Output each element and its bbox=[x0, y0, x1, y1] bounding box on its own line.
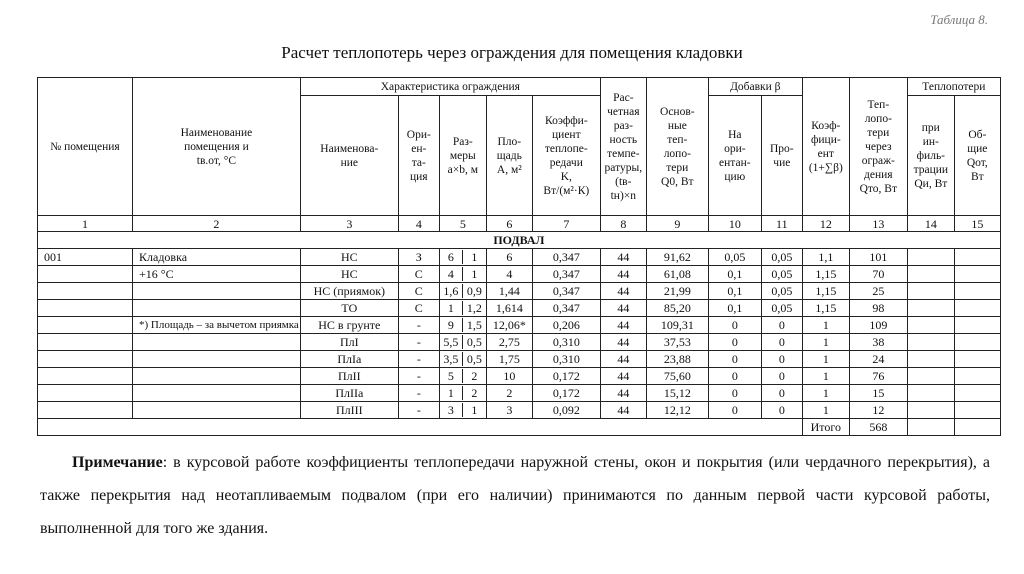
cell-infiltration-losses bbox=[907, 283, 954, 300]
cell-dimensions bbox=[439, 266, 486, 283]
header-basic-losses: Основ- ные теп- лопо- тери Q0, Вт bbox=[646, 78, 708, 216]
cell-basic-losses: 75,60 bbox=[646, 368, 708, 385]
cell-enclosure-losses: 25 bbox=[849, 283, 907, 300]
column-number: 7 bbox=[532, 216, 600, 232]
table-row bbox=[38, 249, 1001, 266]
dimension-b: 1 bbox=[471, 267, 478, 281]
cell-total-losses bbox=[954, 402, 1000, 419]
cell-infiltration-losses bbox=[907, 351, 954, 368]
cell-infiltration-losses bbox=[907, 266, 954, 283]
cell-enclosure-name: ПлII bbox=[300, 368, 398, 385]
cell-area: 4 bbox=[486, 266, 532, 283]
cell-dimensions bbox=[439, 351, 486, 368]
column-number-row bbox=[38, 216, 1001, 232]
dimension-b: 0,5 bbox=[466, 352, 482, 366]
cell-orientation: - bbox=[398, 351, 439, 368]
dimension-a: 1 bbox=[440, 301, 463, 315]
cell-heat-coef: 0,310 bbox=[532, 334, 600, 351]
cell-infiltration-losses bbox=[907, 300, 954, 317]
cell-dimensions bbox=[439, 283, 486, 300]
cell-enclosure-name: НС bbox=[300, 266, 398, 283]
cell-room-name bbox=[133, 283, 301, 300]
cell-add-other: 0 bbox=[761, 334, 802, 351]
cell-dimensions bbox=[439, 334, 486, 351]
cell-total-losses bbox=[954, 266, 1000, 283]
dimension-b: 0,9 bbox=[466, 284, 482, 298]
note-label: Примечание bbox=[72, 454, 163, 471]
header-enclosure-losses: Теп- лопо- тери через ограж- дения Qто, Вт bbox=[849, 78, 907, 216]
header-orientation: Ори- ен- та- ция bbox=[398, 96, 439, 216]
cell-infiltration-losses bbox=[907, 249, 954, 266]
table-row bbox=[38, 385, 1001, 402]
dimension-b: 1 bbox=[471, 250, 478, 264]
cell-add-orientation: 0,1 bbox=[708, 300, 761, 317]
cell-basic-losses: 91,62 bbox=[646, 249, 708, 266]
total-label: Итого bbox=[802, 419, 849, 436]
dimension-a: 4 bbox=[440, 267, 463, 281]
cell-area: 12,06* bbox=[486, 317, 532, 334]
cell-heat-coef: 0,310 bbox=[532, 351, 600, 368]
cell-basic-losses: 15,12 bbox=[646, 385, 708, 402]
cell-heat-coef: 0,347 bbox=[532, 249, 600, 266]
cell-temp-diff: 44 bbox=[600, 334, 646, 351]
section-heading: ПОДВАЛ bbox=[38, 232, 1001, 249]
header-enclosure-name: Наименова- ние bbox=[300, 96, 398, 216]
cell-add-other: 0 bbox=[761, 351, 802, 368]
dimension-b: 1,5 bbox=[466, 318, 482, 332]
cell-infiltration-losses bbox=[907, 368, 954, 385]
total-row bbox=[38, 419, 1001, 436]
cell-room-name: Кладовка bbox=[133, 249, 301, 266]
cell-temp-diff: 44 bbox=[600, 385, 646, 402]
cell-room-number: 001 bbox=[38, 249, 133, 266]
cell-add-other: 0,05 bbox=[761, 249, 802, 266]
cell-add-other: 0 bbox=[761, 317, 802, 334]
cell-add-orientation: 0 bbox=[708, 402, 761, 419]
cell-add-orientation: 0,05 bbox=[708, 249, 761, 266]
cell-orientation: - bbox=[398, 385, 439, 402]
header-area: Пло- щадь A, м² bbox=[486, 96, 532, 216]
note-paragraph bbox=[40, 446, 990, 545]
dimension-b: 0,5 bbox=[466, 335, 482, 349]
cell-orientation: З bbox=[398, 249, 439, 266]
cell-room-name: +16 °С bbox=[133, 266, 301, 283]
header-enclosure-group: Характеристика ограждения bbox=[300, 78, 600, 96]
cell-area: 3 bbox=[486, 402, 532, 419]
cell-room-name bbox=[133, 402, 301, 419]
cell-enclosure-losses: 38 bbox=[849, 334, 907, 351]
cell-enclosure-name: ТО bbox=[300, 300, 398, 317]
cell-basic-losses: 37,53 bbox=[646, 334, 708, 351]
cell-area: 1,614 bbox=[486, 300, 532, 317]
cell-heat-coef: 0,172 bbox=[532, 385, 600, 402]
cell-total-losses bbox=[954, 300, 1000, 317]
cell-total-losses bbox=[954, 317, 1000, 334]
cell-room-number bbox=[38, 300, 133, 317]
cell-room-number bbox=[38, 317, 133, 334]
column-number: 3 bbox=[300, 216, 398, 232]
dimension-a: 3 bbox=[440, 403, 463, 417]
cell-enclosure-name: НС (приямок) bbox=[300, 283, 398, 300]
cell-total-losses bbox=[954, 351, 1000, 368]
cell-add-other: 0 bbox=[761, 402, 802, 419]
cell-enclosure-name: НС bbox=[300, 249, 398, 266]
table-row bbox=[38, 368, 1001, 385]
cell-total-losses bbox=[954, 385, 1000, 402]
cell-enclosure-losses: 101 bbox=[849, 249, 907, 266]
cell-orientation: - bbox=[398, 317, 439, 334]
cell-add-orientation: 0,1 bbox=[708, 283, 761, 300]
table-row bbox=[38, 283, 1001, 300]
header-dimensions: Раз- меры a×b, м bbox=[439, 96, 486, 216]
cell-orientation: - bbox=[398, 334, 439, 351]
cell-room-name bbox=[133, 300, 301, 317]
cell-dimensions bbox=[439, 368, 486, 385]
table-row bbox=[38, 266, 1001, 283]
cell-temp-diff: 44 bbox=[600, 351, 646, 368]
cell-k-coef: 1 bbox=[802, 334, 849, 351]
cell-heat-coef: 0,347 bbox=[532, 300, 600, 317]
cell-add-other: 0 bbox=[761, 368, 802, 385]
cell-basic-losses: 23,88 bbox=[646, 351, 708, 368]
column-number: 12 bbox=[802, 216, 849, 232]
cell-basic-losses: 61,08 bbox=[646, 266, 708, 283]
cell-basic-losses: 85,20 bbox=[646, 300, 708, 317]
cell-heat-coef: 0,172 bbox=[532, 368, 600, 385]
column-number: 8 bbox=[600, 216, 646, 232]
cell-temp-diff: 44 bbox=[600, 249, 646, 266]
cell-enclosure-losses: 98 bbox=[849, 300, 907, 317]
cell-k-coef: 1,15 bbox=[802, 266, 849, 283]
cell-enclosure-losses: 24 bbox=[849, 351, 907, 368]
column-number: 1 bbox=[38, 216, 133, 232]
cell-k-coef: 1 bbox=[802, 317, 849, 334]
cell-add-other: 0,05 bbox=[761, 300, 802, 317]
cell-infiltration-losses bbox=[907, 317, 954, 334]
cell-add-orientation: 0,1 bbox=[708, 266, 761, 283]
dimension-a: 1 bbox=[440, 386, 463, 400]
header-add-other: Про- чие bbox=[761, 96, 802, 216]
table-row bbox=[38, 317, 1001, 334]
cell-basic-losses: 21,99 bbox=[646, 283, 708, 300]
dimension-b: 1,2 bbox=[466, 301, 482, 315]
cell-orientation: С bbox=[398, 300, 439, 317]
dimension-b: 2 bbox=[471, 369, 478, 383]
table-body bbox=[38, 249, 1001, 419]
dimension-a: 3,5 bbox=[440, 352, 463, 366]
cell-add-other: 0,05 bbox=[761, 266, 802, 283]
cell-orientation: - bbox=[398, 368, 439, 385]
cell-dimensions bbox=[439, 402, 486, 419]
cell-add-other: 0 bbox=[761, 385, 802, 402]
note-text: : в курсовой работе коэффициенты теплопередачи наружной стены, окон и покрытия (или чердачного перекрытия), а также перекрытия над неотапливаемым подвалом (при его наличии) принимаются по данным первой части курсовой работы, выполненной для того же здания. bbox=[40, 454, 990, 537]
header-infiltration: при ин- филь- трации Qи, Вт bbox=[907, 96, 954, 216]
cell-temp-diff: 44 bbox=[600, 402, 646, 419]
cell-add-orientation: 0 bbox=[708, 351, 761, 368]
dimension-a: 1,6 bbox=[440, 284, 463, 298]
cell-total-losses bbox=[954, 249, 1000, 266]
cell-total-losses bbox=[954, 368, 1000, 385]
dimension-a: 5,5 bbox=[440, 335, 463, 349]
table-number-label: Таблица 8. bbox=[930, 12, 988, 27]
cell-basic-losses: 12,12 bbox=[646, 402, 708, 419]
cell-k-coef: 1,15 bbox=[802, 300, 849, 317]
cell-enclosure-losses: 15 bbox=[849, 385, 907, 402]
cell-area: 10 bbox=[486, 368, 532, 385]
cell-add-orientation: 0 bbox=[708, 368, 761, 385]
table-row bbox=[38, 334, 1001, 351]
cell-k-coef: 1 bbox=[802, 351, 849, 368]
dimension-a: 5 bbox=[440, 369, 463, 383]
cell-k-coef: 1 bbox=[802, 402, 849, 419]
cell-enclosure-name: ПлIа bbox=[300, 351, 398, 368]
column-number: 6 bbox=[486, 216, 532, 232]
header-room-name: Наименование помещения и tв.от, °С bbox=[133, 78, 301, 216]
cell-area: 1,44 bbox=[486, 283, 532, 300]
cell-room-number bbox=[38, 266, 133, 283]
column-number: 10 bbox=[708, 216, 761, 232]
cell-area: 2 bbox=[486, 385, 532, 402]
cell-orientation: С bbox=[398, 266, 439, 283]
heat-loss-table bbox=[37, 77, 1001, 436]
cell-room-name bbox=[133, 334, 301, 351]
dimension-b: 2 bbox=[471, 386, 478, 400]
cell-k-coef: 1 bbox=[802, 368, 849, 385]
cell-heat-coef: 0,206 bbox=[532, 317, 600, 334]
column-number: 2 bbox=[133, 216, 301, 232]
cell-enclosure-losses: 76 bbox=[849, 368, 907, 385]
cell-enclosure-name: ПлIIа bbox=[300, 385, 398, 402]
column-number: 4 bbox=[398, 216, 439, 232]
cell-heat-coef: 0,347 bbox=[532, 283, 600, 300]
cell-add-orientation: 0 bbox=[708, 317, 761, 334]
cell-add-other: 0,05 bbox=[761, 283, 802, 300]
header-room-no: № помещения bbox=[38, 78, 133, 216]
cell-basic-losses: 109,31 bbox=[646, 317, 708, 334]
cell-room-name: *) Площадь – за вычетом приямка bbox=[133, 317, 301, 334]
dimension-a: 6 bbox=[440, 250, 463, 264]
column-number: 13 bbox=[849, 216, 907, 232]
cell-enclosure-losses: 12 bbox=[849, 402, 907, 419]
header-additions-group: Добавки β bbox=[708, 78, 802, 96]
header-temp-diff: Рас- четная раз- ность темпе- ратуры, (tв- tн)×n bbox=[600, 78, 646, 216]
column-number: 11 bbox=[761, 216, 802, 232]
header-heat-coef: Коэффи- циент теплопе- редачи K, Вт/(м²·К) bbox=[532, 96, 600, 216]
cell-enclosure-losses: 70 bbox=[849, 266, 907, 283]
cell-orientation: - bbox=[398, 402, 439, 419]
cell-dimensions bbox=[439, 317, 486, 334]
cell-heat-coef: 0,347 bbox=[532, 266, 600, 283]
cell-total-losses bbox=[954, 334, 1000, 351]
dimension-b: 1 bbox=[471, 403, 478, 417]
cell-temp-diff: 44 bbox=[600, 317, 646, 334]
cell-room-number bbox=[38, 334, 133, 351]
cell-dimensions bbox=[439, 249, 486, 266]
cell-temp-diff: 44 bbox=[600, 300, 646, 317]
cell-temp-diff: 44 bbox=[600, 266, 646, 283]
header-add-orientation: На ори- ентан- цию bbox=[708, 96, 761, 216]
cell-orientation: С bbox=[398, 283, 439, 300]
cell-infiltration-losses bbox=[907, 334, 954, 351]
total-value: 568 bbox=[849, 419, 907, 436]
column-number: 5 bbox=[439, 216, 486, 232]
cell-room-number bbox=[38, 385, 133, 402]
cell-area: 1,75 bbox=[486, 351, 532, 368]
cell-area: 2,75 bbox=[486, 334, 532, 351]
table-row bbox=[38, 351, 1001, 368]
cell-add-orientation: 0 bbox=[708, 334, 761, 351]
cell-room-number bbox=[38, 283, 133, 300]
cell-room-number bbox=[38, 402, 133, 419]
cell-enclosure-losses: 109 bbox=[849, 317, 907, 334]
cell-total-losses bbox=[954, 283, 1000, 300]
page-title: Расчет теплопотерь через ограждения для помещения кладовки bbox=[281, 43, 743, 62]
cell-dimensions bbox=[439, 300, 486, 317]
column-number: 14 bbox=[907, 216, 954, 232]
cell-infiltration-losses bbox=[907, 402, 954, 419]
dimension-a: 9 bbox=[440, 318, 463, 332]
cell-heat-coef: 0,092 bbox=[532, 402, 600, 419]
cell-area: 6 bbox=[486, 249, 532, 266]
cell-infiltration-losses bbox=[907, 385, 954, 402]
cell-enclosure-name: НС в грунте bbox=[300, 317, 398, 334]
column-number: 15 bbox=[954, 216, 1000, 232]
cell-enclosure-name: ПлIII bbox=[300, 402, 398, 419]
cell-k-coef: 1,15 bbox=[802, 283, 849, 300]
header-total-losses: Об- щие Qот, Вт bbox=[954, 96, 1000, 216]
cell-temp-diff: 44 bbox=[600, 368, 646, 385]
cell-room-number bbox=[38, 351, 133, 368]
cell-k-coef: 1 bbox=[802, 385, 849, 402]
cell-room-name bbox=[133, 351, 301, 368]
cell-temp-diff: 44 bbox=[600, 283, 646, 300]
cell-enclosure-name: ПлI bbox=[300, 334, 398, 351]
table-row bbox=[38, 402, 1001, 419]
cell-k-coef: 1,1 bbox=[802, 249, 849, 266]
cell-room-number bbox=[38, 368, 133, 385]
cell-room-name bbox=[133, 368, 301, 385]
table-row bbox=[38, 300, 1001, 317]
header-heat-losses-group: Теплопотери bbox=[907, 78, 1000, 96]
column-number: 9 bbox=[646, 216, 708, 232]
header-k-coef: Коэф- фици- ент (1+∑β) bbox=[802, 78, 849, 216]
cell-dimensions bbox=[439, 385, 486, 402]
cell-room-name bbox=[133, 385, 301, 402]
cell-add-orientation: 0 bbox=[708, 385, 761, 402]
